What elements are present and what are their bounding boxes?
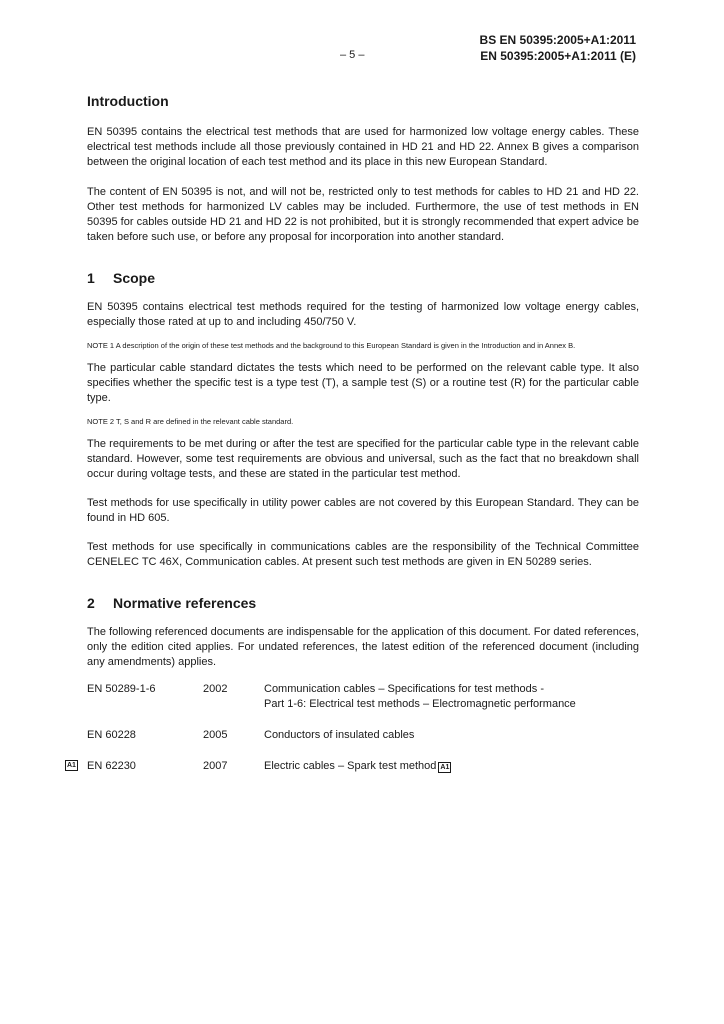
standard-designation-en: EN 50395:2005+A1:2011 (E) bbox=[480, 49, 636, 63]
scope-paragraph: The particular cable standard dictates the tests which need to be performed on the relevant cable type. It also specifies whether the specific test is a type test (T), a sample test (S) or a routine test (R) for the particular cable type. bbox=[87, 362, 639, 404]
reference-year: 2005 bbox=[203, 729, 228, 741]
reference-title-line: Communication cables – Specifications for test methods - bbox=[264, 683, 545, 695]
scope-paragraph: Test methods for use specifically in utility power cables are not covered by this European Standard. They can be found in HD 605. bbox=[87, 497, 639, 524]
reference-code: EN 50289-1-6 bbox=[87, 683, 156, 695]
reference-title bbox=[264, 682, 639, 712]
section-number: 2 bbox=[87, 595, 95, 611]
normative-intro-paragraph: The following referenced documents are indispensable for the application of this document. For dated references, only the edition cited applies. For undated references, the latest edition of the referenced document (including any amendments) applies. bbox=[87, 626, 639, 668]
reference-code: EN 62230 bbox=[87, 760, 136, 772]
reference-row bbox=[87, 682, 639, 712]
introduction-heading: Introduction bbox=[87, 93, 169, 109]
document-body bbox=[67, 93, 639, 790]
section-title: Normative references bbox=[113, 595, 257, 611]
scope-note-2: NOTE 2 T, S and R are defined in the relevant cable standard. bbox=[87, 417, 294, 426]
introduction-paragraph: EN 50395 contains the electrical test methods that are used for harmonized low voltage energy cables. These electrical test methods include all those previously contained in HD 21 and HD 22. Annex B gives a comparison between the original location of each test method and its place in this new European Standard. bbox=[87, 126, 639, 168]
reference-year: 2007 bbox=[203, 760, 228, 772]
reference-title-text: Electric cables – Spark test method bbox=[264, 760, 437, 772]
amendment-end-marker: A1 bbox=[440, 764, 450, 771]
reference-title bbox=[264, 759, 639, 774]
scope-paragraph: The requirements to be met during or after the test are specified for the particular cable type in the relevant cable standard. However, some test requirements are obvious and universal, such as the fact that no breakdown shall occur during voltage tests, and these are stated in the particular test method. bbox=[87, 438, 639, 480]
reference-title-line: Part 1-6: Electrical test methods – Electromagnetic performance bbox=[264, 698, 576, 710]
section-number: 1 bbox=[87, 270, 95, 286]
scope-paragraph: EN 50395 contains electrical test methods required for the testing of harmonized low voltage energy cables, especially those rated at up to and including 450/750 V. bbox=[87, 301, 639, 328]
scope-note-1: NOTE 1 A description of the origin of these test methods and the background to this European Standard is given in the Introduction and in Annex B. bbox=[87, 341, 576, 350]
standard-header bbox=[480, 32, 636, 64]
scope-heading bbox=[87, 270, 639, 286]
scope-paragraph: Test methods for use specifically in communications cables are the responsibility of the Technical Committee CENELEC TC 46X, Communication cables. At present such test methods are given in EN 50289 series. bbox=[87, 541, 639, 568]
reference-row bbox=[67, 759, 639, 774]
section-title: Scope bbox=[113, 270, 156, 286]
reference-title: Conductors of insulated cables bbox=[264, 729, 415, 741]
amendment-start-marker: A1 bbox=[67, 762, 76, 769]
reference-row bbox=[87, 728, 639, 743]
standard-designation-bs: BS EN 50395:2005+A1:2011 bbox=[479, 33, 636, 47]
normative-references-heading bbox=[87, 595, 639, 611]
reference-year: 2002 bbox=[203, 683, 228, 695]
reference-list bbox=[67, 682, 639, 774]
page-number: – 5 – bbox=[340, 49, 365, 61]
reference-code: EN 60228 bbox=[87, 729, 136, 741]
introduction-paragraph: The content of EN 50395 is not, and will not be, restricted only to test methods for cables to HD 21 and HD 22. Other test methods for harmonized LV cables may be included. Furthermore, the use of test methods in EN 50395 for cables outside HD 21 and HD 22 is not prohibited, but it is strongly recommended that expert advice be taken before such use, or before any proposal for incorporation into another standard. bbox=[87, 186, 639, 243]
